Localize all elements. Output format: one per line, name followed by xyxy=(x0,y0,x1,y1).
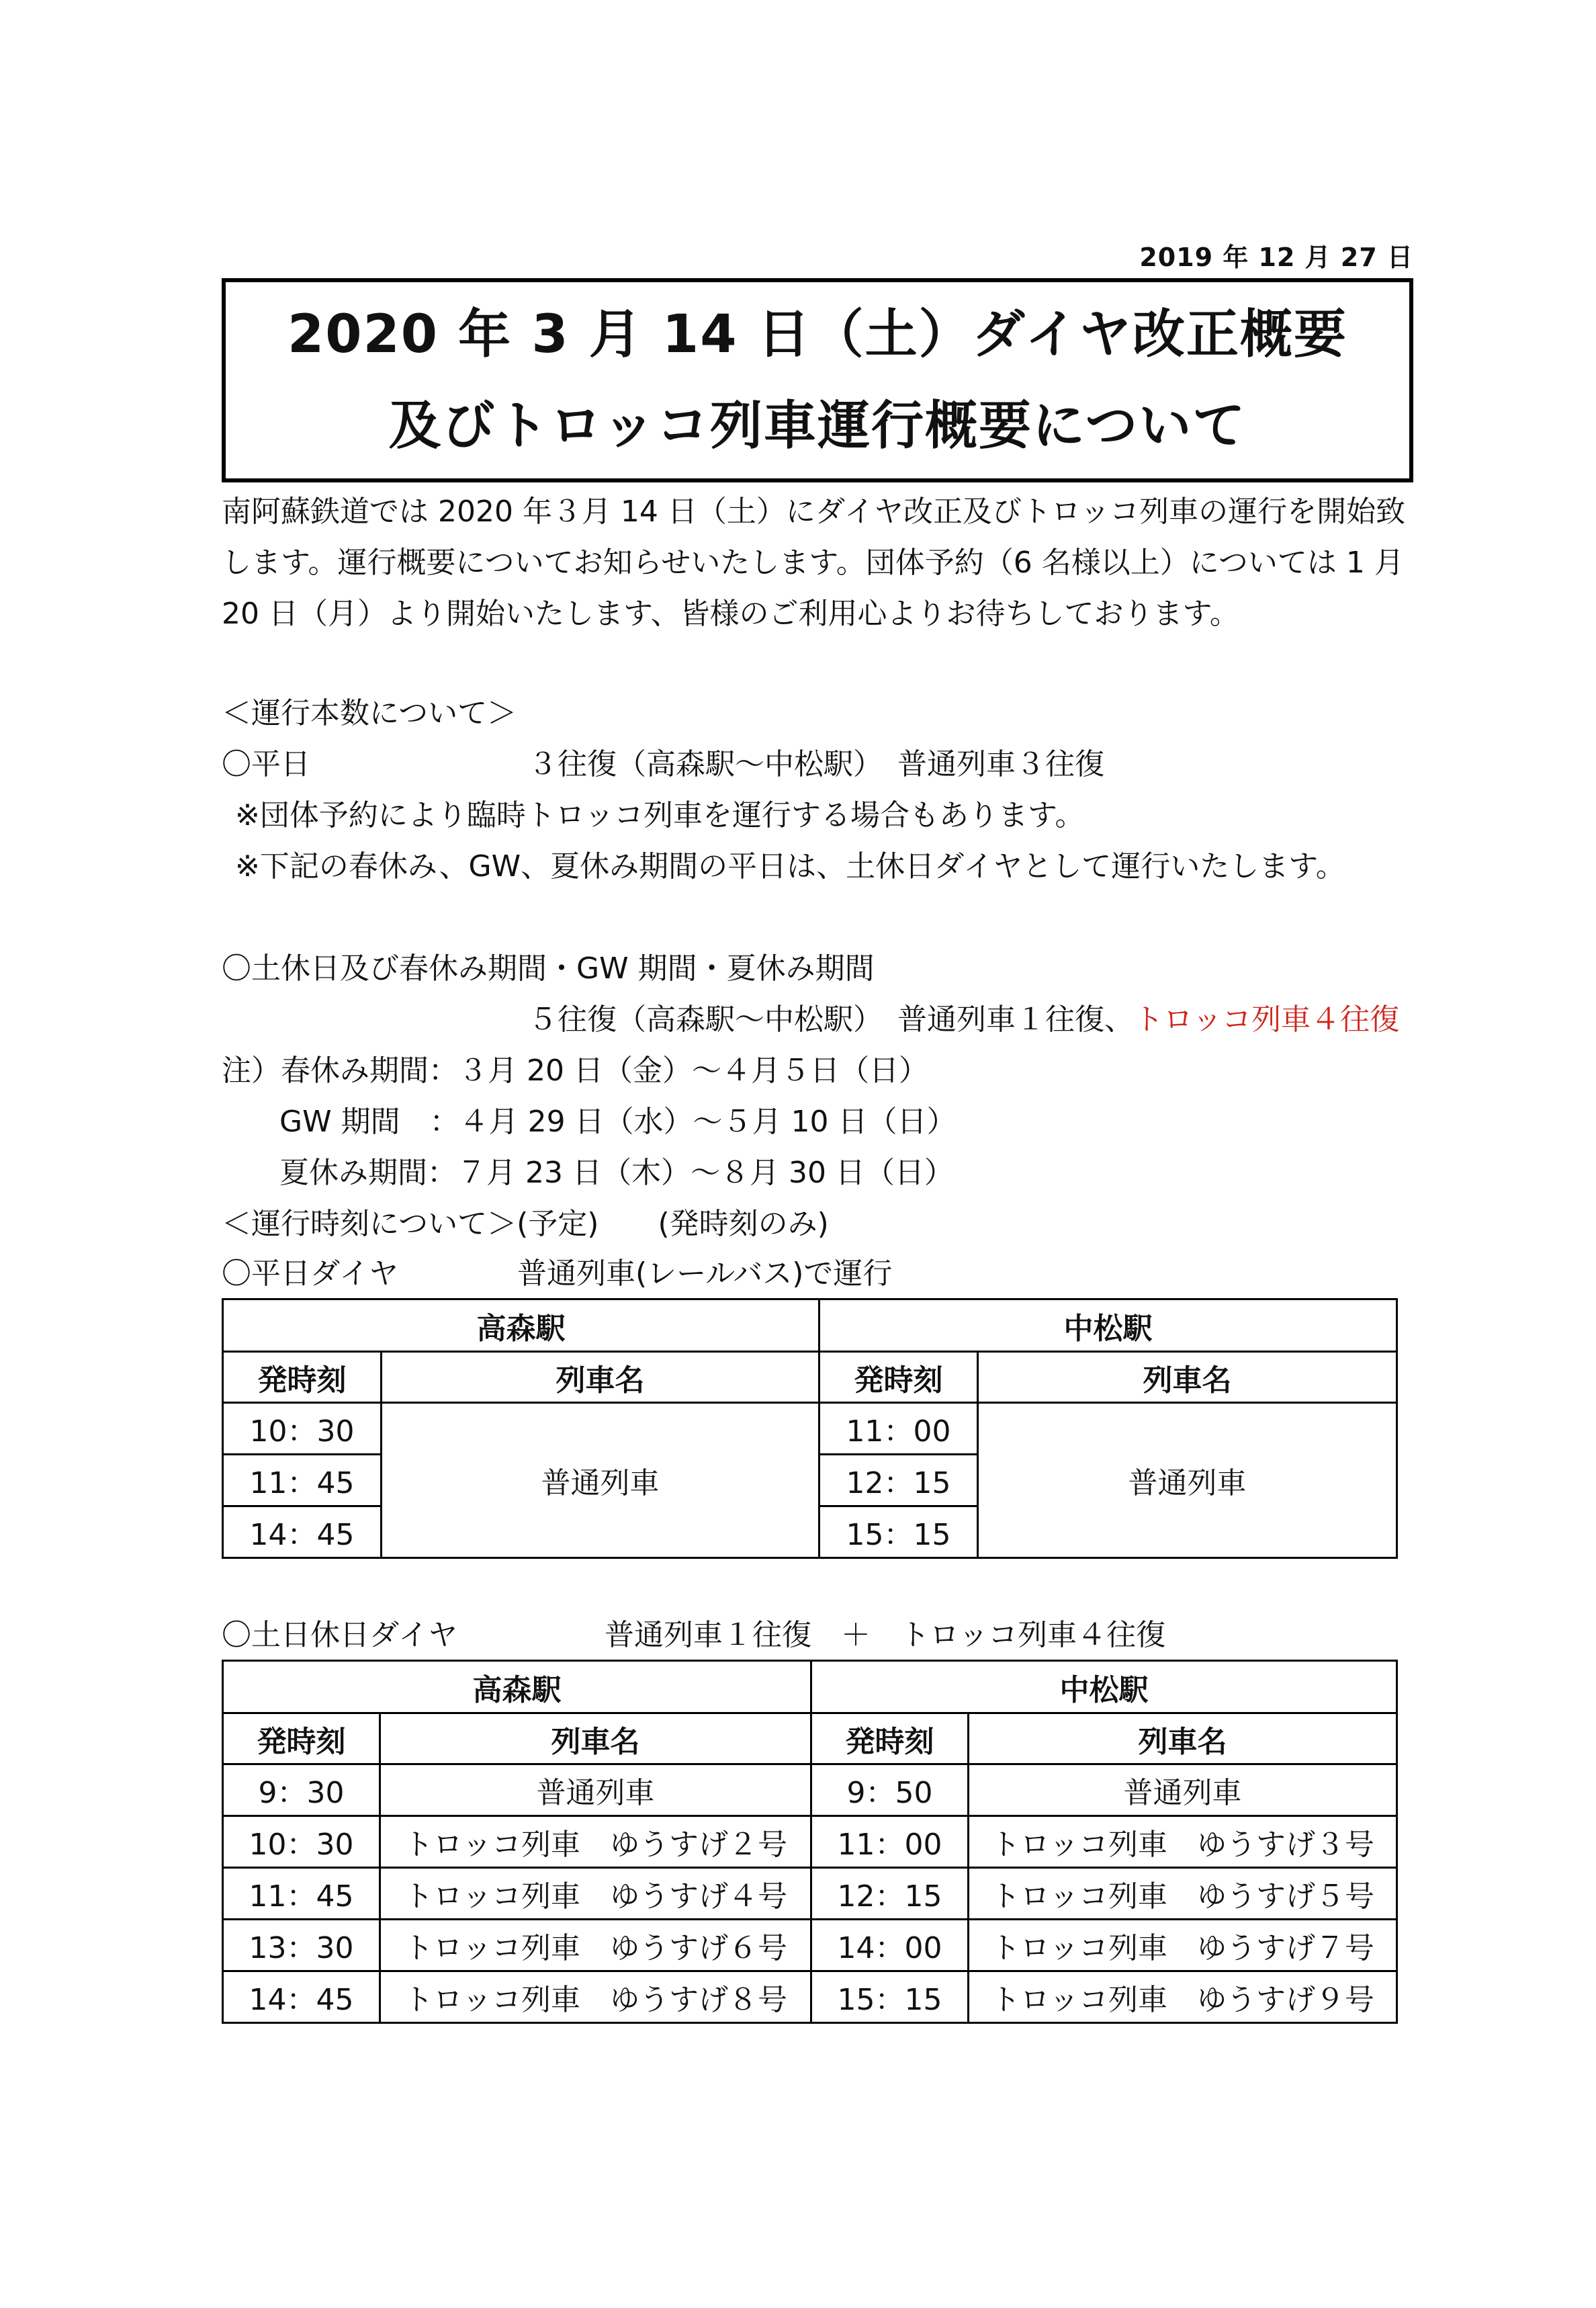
depart-time: 9：30 xyxy=(223,1764,380,1816)
train-name: トロッコ列車 ゆうすげ５号 xyxy=(969,1868,1397,1920)
col-depart: 発時刻 xyxy=(223,1713,380,1764)
title-box xyxy=(222,278,1413,482)
train-name: トロッコ列車 ゆうすげ７号 xyxy=(969,1920,1397,1971)
holiday-torokko: トロッコ列車４往復 xyxy=(1134,1002,1400,1037)
document-date: 2019 年 12 月 27 日 xyxy=(1139,243,1413,272)
train-name: 普通列車 xyxy=(978,1403,1397,1558)
table-row xyxy=(223,1403,1397,1455)
table-row xyxy=(223,1352,1397,1403)
title-line-2: 及びトロッコ列車運行概要について xyxy=(388,396,1247,456)
depart-time: 10：30 xyxy=(223,1403,382,1455)
service-count-heading: ＜運行本数について＞ xyxy=(222,696,517,730)
station-nakamatsu: 中松駅 xyxy=(811,1661,1397,1713)
intro-line: 南阿蘇鉄道では 2020 年３月 14 日（土）にダイヤ改正及びトロッコ列車の運行を開始致 xyxy=(222,495,1406,529)
holiday-label: 〇土休日及び春休み期間・GW 期間・夏休み期間 xyxy=(222,951,875,986)
col-train: 列車名 xyxy=(380,1713,811,1764)
train-name: トロッコ列車 ゆうすげ６号 xyxy=(380,1920,811,1971)
train-name: 普通列車 xyxy=(380,1764,811,1816)
holiday-timetable-label: 〇土日休日ダイヤ xyxy=(222,1618,458,1652)
table-row xyxy=(223,1920,1397,1971)
table-row xyxy=(223,1816,1397,1868)
col-train: 列車名 xyxy=(978,1352,1397,1403)
depart-time: 11：00 xyxy=(811,1816,969,1868)
station-nakamatsu: 中松駅 xyxy=(819,1299,1397,1352)
table-row xyxy=(223,1764,1397,1816)
title-line-1: 2020 年 3 月 14 日（土）ダイヤ改正概要 xyxy=(287,304,1348,365)
depart-time: 14：00 xyxy=(811,1920,969,1971)
table-row xyxy=(223,1971,1397,2023)
weekday-timetable xyxy=(222,1298,1398,1559)
holiday-main: ５往復 xyxy=(528,1002,617,1037)
depart-time: 15：15 xyxy=(819,1506,978,1558)
train-name: トロッコ列車 ゆうすげ４号 xyxy=(380,1868,811,1920)
col-train: 列車名 xyxy=(382,1352,819,1403)
col-train: 列車名 xyxy=(969,1713,1397,1764)
period-summer: 夏休み期間：７月 23 日（木）～８月 30 日（日） xyxy=(279,1156,954,1190)
depart-time: 11：00 xyxy=(819,1403,978,1455)
timetable-heading: ＜運行時刻について＞(予定) (発時刻のみ) xyxy=(222,1207,829,1241)
train-name: トロッコ列車 ゆうすげ２号 xyxy=(380,1816,811,1868)
depart-time: 14：45 xyxy=(223,1506,382,1558)
weekday-label: 〇平日 xyxy=(222,747,310,781)
intro-paragraph xyxy=(222,486,1424,640)
depart-time: 14：45 xyxy=(223,1971,380,2023)
train-name: 普通列車 xyxy=(969,1764,1397,1816)
depart-time: 9：50 xyxy=(811,1764,969,1816)
note-group-booking: ※団体予約により臨時トロッコ列車を運行する場合もあります。 xyxy=(235,798,1085,832)
weekday-route: （高森駅～中松駅） 普通列車３往復 xyxy=(617,747,1104,781)
holiday-timetable xyxy=(222,1660,1398,2024)
weekday-main: ３往復 xyxy=(528,747,617,781)
period-spring: 注）春休み期間：３月 20 日（金）～４月５日（日） xyxy=(222,1054,928,1088)
intro-line: します。運行概要についてお知らせいたします。団体予約（6 名様以上）については 1 月 xyxy=(222,546,1404,580)
weekday-timetable-desc: 普通列車(レールバス)で運行 xyxy=(517,1256,893,1291)
depart-time: 10：30 xyxy=(223,1816,380,1868)
station-takamori: 高森駅 xyxy=(223,1661,811,1713)
depart-time: 12：15 xyxy=(811,1868,969,1920)
table-row xyxy=(223,1713,1397,1764)
depart-time: 15：15 xyxy=(811,1971,969,2023)
depart-time: 12：15 xyxy=(819,1455,978,1506)
table-row xyxy=(223,1661,1397,1713)
col-depart: 発時刻 xyxy=(819,1352,978,1403)
col-depart: 発時刻 xyxy=(811,1713,969,1764)
depart-time: 11：45 xyxy=(223,1868,380,1920)
station-takamori: 高森駅 xyxy=(223,1299,819,1352)
train-name: トロッコ列車 ゆうすげ９号 xyxy=(969,1971,1397,2023)
intro-line: 20 日（月）より開始いたします、皆様のご利用心よりお待ちしております。 xyxy=(222,597,1239,631)
depart-time: 11：45 xyxy=(223,1455,382,1506)
holiday-service xyxy=(528,1000,1399,1040)
train-name: トロッコ列車 ゆうすげ８号 xyxy=(380,1971,811,2023)
train-name: 普通列車 xyxy=(382,1403,819,1558)
depart-time: 13：30 xyxy=(223,1920,380,1971)
weekday-service xyxy=(528,744,1104,785)
table-row xyxy=(223,1299,1397,1352)
weekday-timetable-label: 〇平日ダイヤ xyxy=(222,1256,399,1291)
holiday-route: （高森駅～中松駅） 普通列車１往復、 xyxy=(617,1002,1134,1037)
holiday-timetable-desc: 普通列車１往復 ＋ トロッコ列車４往復 xyxy=(605,1618,1166,1652)
train-name: トロッコ列車 ゆうすげ３号 xyxy=(969,1816,1397,1868)
period-gw: GW 期間 ：４月 29 日（水）～５月 10 日（日） xyxy=(279,1105,957,1139)
col-depart: 発時刻 xyxy=(223,1352,382,1403)
note-holiday-schedule: ※下記の春休み、GW、夏休み期間の平日は、土休日ダイヤとして運行いたします。 xyxy=(235,849,1345,884)
table-row xyxy=(223,1868,1397,1920)
